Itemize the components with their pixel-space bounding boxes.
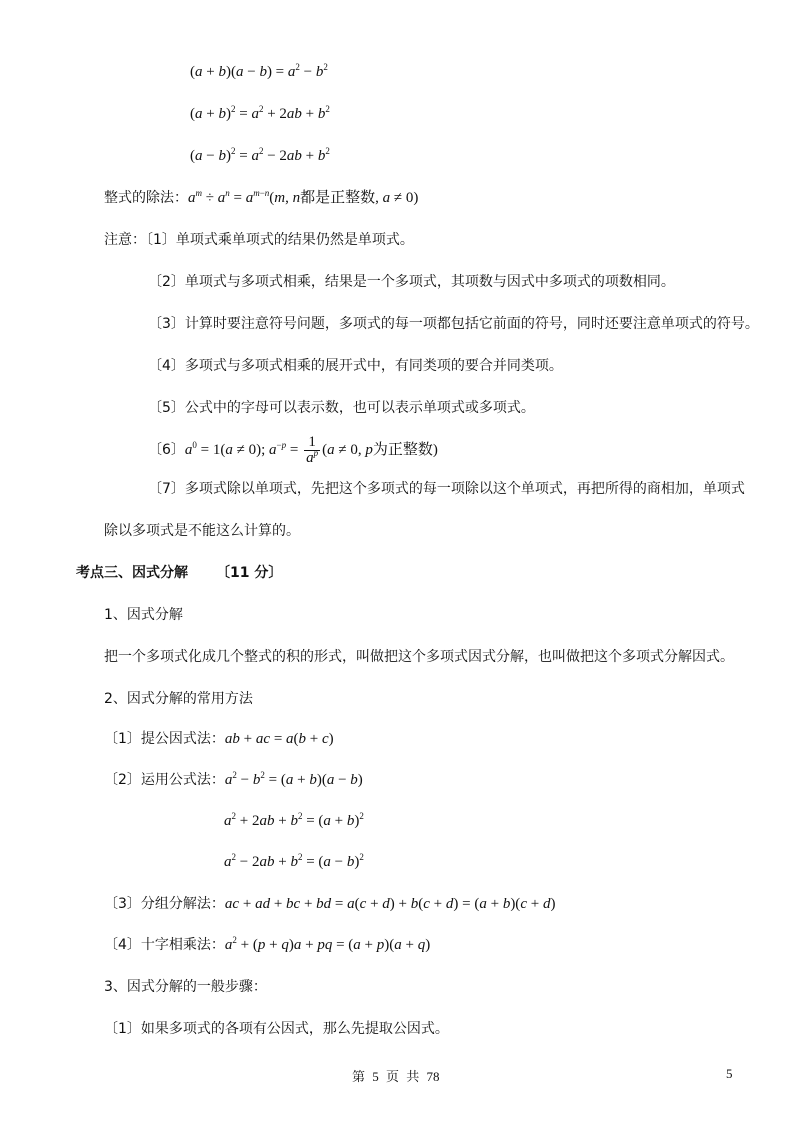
subsection-2-title: 2、因式分解的常用方法 xyxy=(104,691,253,707)
formula-square-of-difference: $(a - b)^2 = a^2 - 2ab + b^2$ xyxy=(190,146,330,164)
note-7-line1: 〔7〕多项式除以单项式，先把这个多项式的每一项除以这个单项式，再把所得的商相加，单项式 xyxy=(148,481,745,497)
method-3-label: 〔3〕分组分解法： xyxy=(104,896,225,912)
method-1 xyxy=(104,729,334,749)
note-6 xyxy=(148,434,438,466)
subsection-1-text: 把一个多项式化成几个整式的积的形式，叫做把这个多项式因式分解，也叫做把这个多项式分解因式。 xyxy=(104,649,734,665)
method-3 xyxy=(104,894,555,914)
subsection-3-step-1: 〔1〕如果多项式的各项有公因式，那么先提取公因式。 xyxy=(104,1021,449,1037)
note-7-line2: 除以多项式是不能这么计算的。 xyxy=(104,523,300,539)
subsection-1-title: 1、因式分解 xyxy=(104,607,183,623)
method-2-formula-2: $a^2 + 2ab + b^2 = (a + b)^2$ xyxy=(224,811,364,829)
section-points: 〔11 分〕 xyxy=(216,565,283,581)
method-3-formula: ac + ad + bc + bd = a(c + d) + b(c + d) = (a + b)(c + d) xyxy=(224,896,556,912)
note-6-label: 〔6〕 xyxy=(148,442,185,458)
division-formula: $a^m \div a^n = a^{m-n}(m$, n都是正整数, a ≠ 0) xyxy=(188,188,419,206)
note-6-formula: $a^0 = 1(a \ne 0)$; $a^{-p}$ = $\frac{1}{a^p}$ (a ≠ 0, p为正整数) xyxy=(184,434,438,467)
formula-difference-of-squares-product: $(a + b)(a - b) = a^2 - b^2$ xyxy=(190,62,328,80)
division-rule xyxy=(104,188,418,208)
section-heading-text: 考点三、因式分解 xyxy=(76,565,188,581)
method-4 xyxy=(104,935,430,955)
method-2 xyxy=(104,770,363,790)
method-1-formula: ab + ac = a(b + c) xyxy=(224,731,334,747)
division-label: 整式的除法： xyxy=(104,190,188,206)
note-1 xyxy=(104,230,414,250)
notes-label: 注意： xyxy=(104,232,146,248)
method-4-label: 〔4〕十字相乘法： xyxy=(104,937,225,953)
method-2-formula-3: $a^2 - 2ab + b^2 = (a - b)^2$ xyxy=(224,852,364,870)
page-indicator: 第 5 页 共 78 xyxy=(352,1069,440,1084)
formula-square-of-sum: $(a + b)^2 = a^2 + 2ab + b^2$ xyxy=(190,104,330,122)
subsection-3-title: 3、因式分解的一般步骤： xyxy=(104,979,267,995)
page-number: 5 xyxy=(726,1066,733,1081)
note-3: 〔3〕计算时要注意符号问题，多项式的每一项都包括它前面的符号，同时还要注意单项式的符号。 xyxy=(148,316,759,332)
section-heading xyxy=(76,563,282,583)
note-1-text: 〔1〕单项式乘单项式的结果仍然是单项式。 xyxy=(146,232,414,248)
method-4-formula: $a^2 + (p + q)a$ + pq = (a + p)(a + q) xyxy=(224,935,431,953)
note-5: 〔5〕公式中的字母可以表示数，也可以表示单项式或多项式。 xyxy=(148,400,535,416)
method-1-label: 〔1〕提公因式法： xyxy=(104,731,225,747)
note-2: 〔2〕单项式与多项式相乘，结果是一个多项式，其项数与因式中多项式的项数相同。 xyxy=(148,274,675,290)
note-4: 〔4〕多项式与多项式相乘的展开式中，有同类项的要合并同类项。 xyxy=(148,358,563,374)
method-2-label: 〔2〕运用公式法： xyxy=(104,772,225,788)
method-2-formula-1: $a^2 - b^2 = (a + b)(a - b)$ xyxy=(224,770,363,788)
